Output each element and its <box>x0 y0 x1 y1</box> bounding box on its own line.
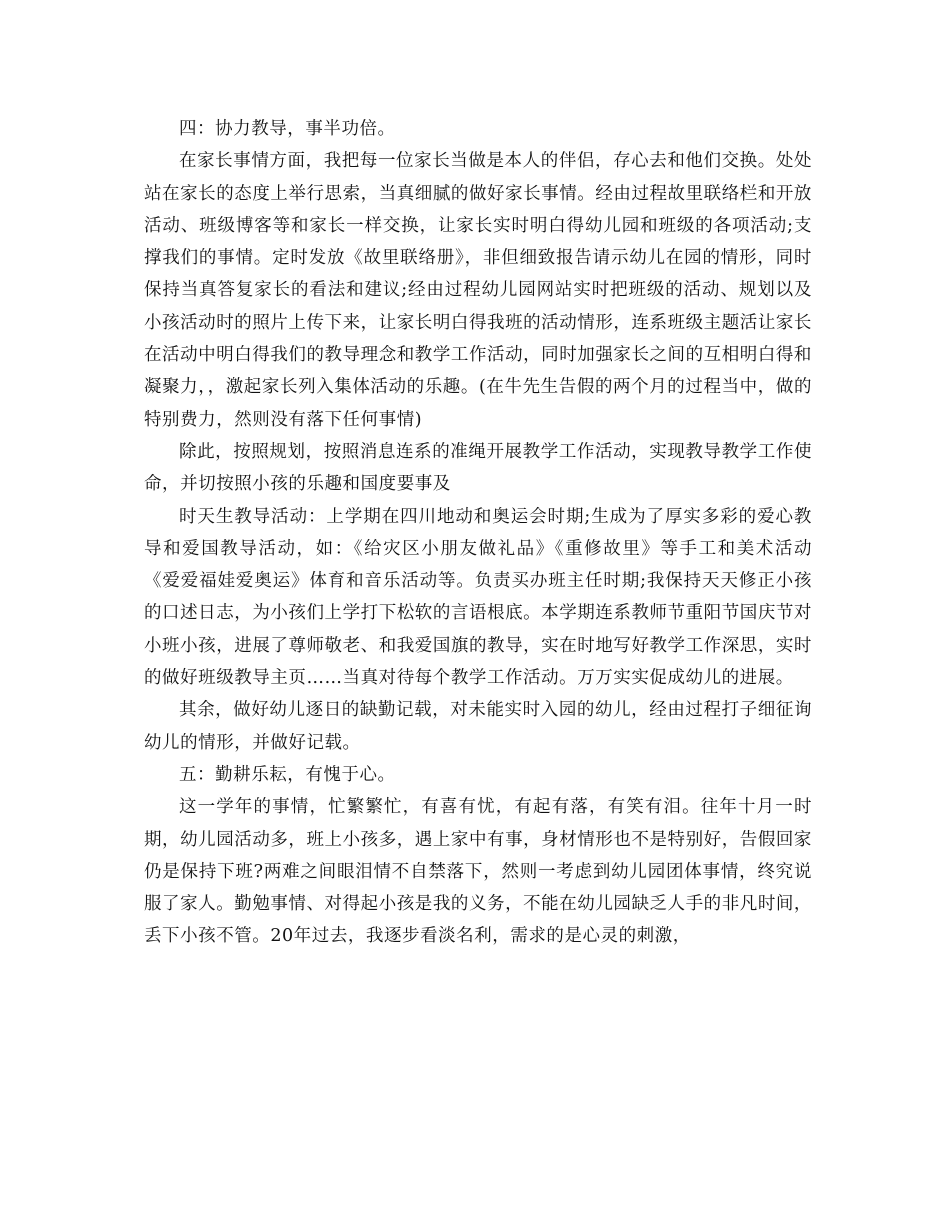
paragraph-teaching-plan: 除此，按照规划，按照消息连系的准绳开展教学工作活动，实现教导教学工作使命，并切按照小孩的乐趣和国度要事及 <box>144 441 812 495</box>
section-heading-5: 五：勤耕乐耘，有愧于心。 <box>179 764 396 785</box>
document-body <box>144 113 812 953</box>
section-heading-4: 四：协力教导，事半功倍。 <box>179 119 396 139</box>
paragraph-timely-activities: 时天生教导活动：上学期在四川地动和奥运会时期;生成为了厚实多彩的爱心教导和爱国教导活动，如：《给灾区小朋友做礼品》《重修故里》等手工和美术活动《爱爱福娃爱奥运》体育和音乐活动等。负责买办班主任时期;我保持天天修正小孩的口述日志，为小孩们上学打下松软的言语根底。本学期连系教师节重阳节国庆节对小班小孩，进展了尊师敬老、和我爱国旗的教导，实在时地写好教学工作深思，实时的做好班级教导主页……当真对待每个教学工作活动。万万实实促成幼儿的进展。 <box>144 506 812 689</box>
paragraph-year-review: 这一学年的事情，忙繁繁忙，有喜有忧，有起有落，有笑有泪。往年十月一时期，幼儿园活动多，班上小孩多，遇上家中有事，身材情形也不是特别好，告假回家仍是保持下班?两难之间眼泪情不自禁落下，然则一考虑到幼儿园团体事情，终究说服了家人。勤勉事情、对得起小孩是我的义务，不能在幼儿园缺乏人手的非凡时间，丢下小孩不管。20年过去，我逐步看淡名利，需求的是心灵的刺激， <box>144 797 812 947</box>
paragraph-parent-work: 在家长事情方面，我把每一位家长当做是本人的伴侣，存心去和他们交换。处处站在家长的态度上举行思索，当真细腻的做好家长事情。经由过程故里联络栏和开放活动、班级博客等和家长一样交换，让家长实时明白得幼儿园和班级的各项活动;支撑我们的事情。定时发放《故里联络册》，非但细致报告请示幼儿在园的情形，同时保持当真答复家长的看法和建议;经由过程幼儿园网站实时把班级的活动、规划以及小孩活动时的照片上传下来，让家长明白得我班的活动情形，连系班级主题活让家长在活动中明白得我们的教导理念和教学工作活动，同时加强家长之间的互相明白得和凝聚力，，激起家长列入集体活动的乐趣。(在牛先生告假的两个月的过程当中，做的特别费力，然则没有落下任何事情) <box>144 151 812 430</box>
paragraph-attendance: 其余，做好幼儿逐日的缺勤记载，对未能实时入园的幼儿，经由过程打子细征询幼儿的情形，并做好记载。 <box>144 700 812 753</box>
